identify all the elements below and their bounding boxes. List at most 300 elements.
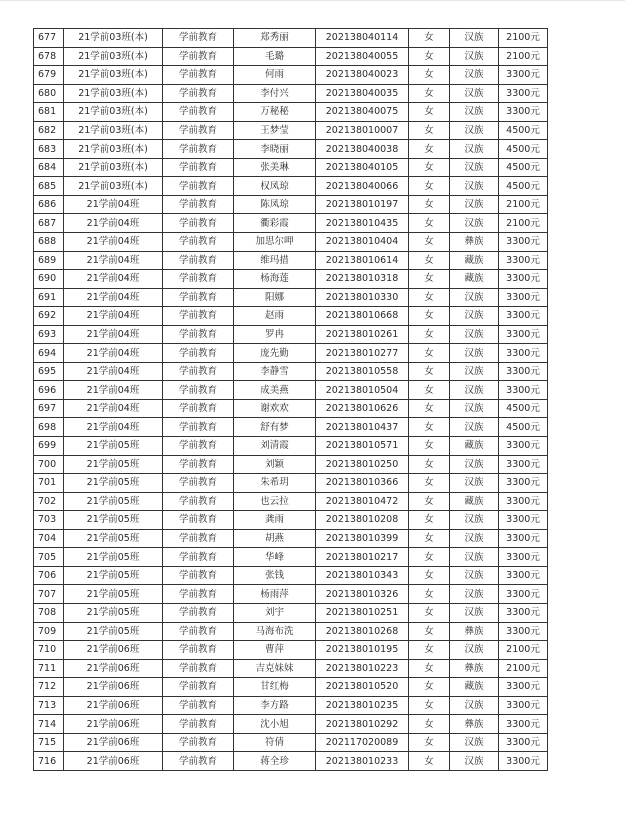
gender-cell: 女 [409, 399, 450, 418]
name-cell: 舒有梦 [234, 418, 316, 437]
row-number: 694 [34, 344, 64, 363]
amount-cell: 3300元 [499, 437, 548, 456]
student-id-cell: 202138010437 [316, 418, 409, 437]
table-row [34, 752, 548, 771]
student-id-cell: 202138010318 [316, 270, 409, 289]
amount-cell: 3300元 [499, 585, 548, 604]
name-cell: 李晓丽 [234, 140, 316, 159]
major-cell: 学前教育 [163, 325, 234, 344]
amount-cell: 3300元 [499, 733, 548, 752]
student-id-cell: 202138010626 [316, 399, 409, 418]
amount-cell: 4500元 [499, 418, 548, 437]
table-row [34, 270, 548, 289]
gender-cell: 女 [409, 288, 450, 307]
gender-cell: 女 [409, 733, 450, 752]
name-cell: 成美燕 [234, 381, 316, 400]
table-row [34, 548, 548, 567]
gender-cell: 女 [409, 437, 450, 456]
table-row [34, 47, 548, 66]
ethnicity-cell: 汉族 [450, 474, 499, 493]
class-cell: 21学前06班 [64, 696, 163, 715]
gender-cell: 女 [409, 455, 450, 474]
class-cell: 21学前06班 [64, 678, 163, 697]
student-id-cell: 202138040105 [316, 158, 409, 177]
table-row [34, 288, 548, 307]
name-cell: 何雨 [234, 66, 316, 85]
student-id-cell: 202138010277 [316, 344, 409, 363]
gender-cell: 女 [409, 177, 450, 196]
row-number: 715 [34, 733, 64, 752]
student-id-cell: 202138010558 [316, 362, 409, 381]
row-number: 685 [34, 177, 64, 196]
class-cell: 21学前04班 [64, 381, 163, 400]
amount-cell: 3300元 [499, 492, 548, 511]
major-cell: 学前教育 [163, 696, 234, 715]
amount-cell: 2100元 [499, 195, 548, 214]
major-cell: 学前教育 [163, 678, 234, 697]
amount-cell: 3300元 [499, 715, 548, 734]
student-id-cell: 202138040114 [316, 29, 409, 48]
class-cell: 21学前06班 [64, 733, 163, 752]
class-cell: 21学前06班 [64, 659, 163, 678]
gender-cell: 女 [409, 233, 450, 252]
amount-cell: 3300元 [499, 455, 548, 474]
gender-cell: 女 [409, 715, 450, 734]
gender-cell: 女 [409, 140, 450, 159]
ethnicity-cell: 汉族 [450, 84, 499, 103]
gender-cell: 女 [409, 66, 450, 85]
gender-cell: 女 [409, 158, 450, 177]
class-cell: 21学前05班 [64, 585, 163, 604]
student-id-cell: 202138010668 [316, 307, 409, 326]
class-cell: 21学前06班 [64, 641, 163, 660]
student-id-cell: 202138010235 [316, 696, 409, 715]
amount-cell: 2100元 [499, 214, 548, 233]
gender-cell: 女 [409, 325, 450, 344]
row-number: 692 [34, 307, 64, 326]
row-number: 693 [34, 325, 64, 344]
table-row [34, 418, 548, 437]
class-cell: 21学前05班 [64, 548, 163, 567]
major-cell: 学前教育 [163, 66, 234, 85]
name-cell: 胡燕 [234, 529, 316, 548]
row-number: 681 [34, 103, 64, 122]
ethnicity-cell: 汉族 [450, 696, 499, 715]
amount-cell: 3300元 [499, 622, 548, 641]
gender-cell: 女 [409, 548, 450, 567]
row-number: 691 [34, 288, 64, 307]
table-row [34, 84, 548, 103]
major-cell: 学前教育 [163, 455, 234, 474]
gender-cell: 女 [409, 344, 450, 363]
table-row [34, 474, 548, 493]
ethnicity-cell: 汉族 [450, 140, 499, 159]
table-row [34, 381, 548, 400]
student-id-cell: 202138040023 [316, 66, 409, 85]
student-id-cell: 202138010404 [316, 233, 409, 252]
major-cell: 学前教育 [163, 233, 234, 252]
class-cell: 21学前03班(本) [64, 103, 163, 122]
row-number: 711 [34, 659, 64, 678]
class-cell: 21学前04班 [64, 195, 163, 214]
major-cell: 学前教育 [163, 177, 234, 196]
major-cell: 学前教育 [163, 752, 234, 771]
row-number: 684 [34, 158, 64, 177]
class-cell: 21学前06班 [64, 752, 163, 771]
major-cell: 学前教育 [163, 548, 234, 567]
row-number: 706 [34, 566, 64, 585]
class-cell: 21学前03班(本) [64, 29, 163, 48]
class-cell: 21学前04班 [64, 399, 163, 418]
ethnicity-cell: 彝族 [450, 233, 499, 252]
ethnicity-cell: 彝族 [450, 715, 499, 734]
major-cell: 学前教育 [163, 399, 234, 418]
ethnicity-cell: 汉族 [450, 566, 499, 585]
student-id-cell: 202138010435 [316, 214, 409, 233]
row-number: 686 [34, 195, 64, 214]
major-cell: 学前教育 [163, 641, 234, 660]
amount-cell: 3300元 [499, 344, 548, 363]
student-id-cell: 202138040075 [316, 103, 409, 122]
ethnicity-cell: 藏族 [450, 437, 499, 456]
ethnicity-cell: 汉族 [450, 214, 499, 233]
amount-cell: 3300元 [499, 566, 548, 585]
name-cell: 符倩 [234, 733, 316, 752]
major-cell: 学前教育 [163, 158, 234, 177]
table-row [34, 492, 548, 511]
name-cell: 杨海莲 [234, 270, 316, 289]
row-number: 689 [34, 251, 64, 270]
student-id-cell: 202138010520 [316, 678, 409, 697]
ethnicity-cell: 汉族 [450, 344, 499, 363]
amount-cell: 4500元 [499, 121, 548, 140]
amount-cell: 3300元 [499, 270, 548, 289]
student-id-cell: 202138010472 [316, 492, 409, 511]
major-cell: 学前教育 [163, 47, 234, 66]
row-number: 709 [34, 622, 64, 641]
gender-cell: 女 [409, 511, 450, 530]
class-cell: 21学前03班(本) [64, 158, 163, 177]
name-cell: 刘宇 [234, 603, 316, 622]
class-cell: 21学前05班 [64, 474, 163, 493]
row-number: 707 [34, 585, 64, 604]
gender-cell: 女 [409, 696, 450, 715]
ethnicity-cell: 汉族 [450, 641, 499, 660]
student-id-cell: 202138010007 [316, 121, 409, 140]
name-cell: 陈凤琼 [234, 195, 316, 214]
student-roster-table [33, 28, 548, 771]
gender-cell: 女 [409, 251, 450, 270]
class-cell: 21学前04班 [64, 362, 163, 381]
amount-cell: 4500元 [499, 158, 548, 177]
major-cell: 学前教育 [163, 288, 234, 307]
table-row [34, 103, 548, 122]
gender-cell: 女 [409, 195, 450, 214]
amount-cell: 3300元 [499, 752, 548, 771]
gender-cell: 女 [409, 307, 450, 326]
name-cell: 万秘秘 [234, 103, 316, 122]
major-cell: 学前教育 [163, 140, 234, 159]
class-cell: 21学前04班 [64, 288, 163, 307]
class-cell: 21学前05班 [64, 622, 163, 641]
row-number: 682 [34, 121, 64, 140]
name-cell: 阳娜 [234, 288, 316, 307]
gender-cell: 女 [409, 381, 450, 400]
major-cell: 学前教育 [163, 622, 234, 641]
table-row [34, 177, 548, 196]
student-id-cell: 202138010217 [316, 548, 409, 567]
name-cell: 庞先勤 [234, 344, 316, 363]
row-number: 697 [34, 399, 64, 418]
amount-cell: 3300元 [499, 288, 548, 307]
table-row [34, 29, 548, 48]
amount-cell: 4500元 [499, 140, 548, 159]
major-cell: 学前教育 [163, 585, 234, 604]
major-cell: 学前教育 [163, 715, 234, 734]
major-cell: 学前教育 [163, 529, 234, 548]
row-number: 678 [34, 47, 64, 66]
student-id-cell: 202138010571 [316, 437, 409, 456]
ethnicity-cell: 汉族 [450, 325, 499, 344]
ethnicity-cell: 汉族 [450, 548, 499, 567]
class-cell: 21学前05班 [64, 437, 163, 456]
gender-cell: 女 [409, 659, 450, 678]
gender-cell: 女 [409, 474, 450, 493]
ethnicity-cell: 汉族 [450, 121, 499, 140]
class-cell: 21学前04班 [64, 307, 163, 326]
student-id-cell: 202138010233 [316, 752, 409, 771]
row-number: 710 [34, 641, 64, 660]
class-cell: 21学前03班(本) [64, 66, 163, 85]
name-cell: 马海布洗 [234, 622, 316, 641]
row-number: 687 [34, 214, 64, 233]
gender-cell: 女 [409, 603, 450, 622]
name-cell: 罗冉 [234, 325, 316, 344]
amount-cell: 2100元 [499, 641, 548, 660]
ethnicity-cell: 汉族 [450, 307, 499, 326]
name-cell: 维玛措 [234, 251, 316, 270]
row-number: 700 [34, 455, 64, 474]
major-cell: 学前教育 [163, 195, 234, 214]
gender-cell: 女 [409, 641, 450, 660]
ethnicity-cell: 汉族 [450, 29, 499, 48]
ethnicity-cell: 汉族 [450, 529, 499, 548]
student-id-cell: 202138010197 [316, 195, 409, 214]
major-cell: 学前教育 [163, 84, 234, 103]
class-cell: 21学前03班(本) [64, 140, 163, 159]
amount-cell: 3300元 [499, 696, 548, 715]
table-row [34, 251, 548, 270]
table-row [34, 603, 548, 622]
class-cell: 21学前04班 [64, 214, 163, 233]
amount-cell: 3300元 [499, 511, 548, 530]
ethnicity-cell: 汉族 [450, 47, 499, 66]
row-number: 702 [34, 492, 64, 511]
major-cell: 学前教育 [163, 418, 234, 437]
name-cell: 杨雨萍 [234, 585, 316, 604]
gender-cell: 女 [409, 29, 450, 48]
major-cell: 学前教育 [163, 251, 234, 270]
name-cell: 李付兴 [234, 84, 316, 103]
student-id-cell: 202138040038 [316, 140, 409, 159]
name-cell: 吉克妹妹 [234, 659, 316, 678]
class-cell: 21学前03班(本) [64, 121, 163, 140]
student-id-cell: 202138010261 [316, 325, 409, 344]
major-cell: 学前教育 [163, 603, 234, 622]
ethnicity-cell: 汉族 [450, 399, 499, 418]
table-row [34, 195, 548, 214]
name-cell: 张钱 [234, 566, 316, 585]
student-id-cell: 202138010223 [316, 659, 409, 678]
student-id-cell: 202138010292 [316, 715, 409, 734]
row-number: 683 [34, 140, 64, 159]
gender-cell: 女 [409, 529, 450, 548]
row-number: 677 [34, 29, 64, 48]
major-cell: 学前教育 [163, 270, 234, 289]
gender-cell: 女 [409, 84, 450, 103]
table-row [34, 733, 548, 752]
major-cell: 学前教育 [163, 381, 234, 400]
amount-cell: 3300元 [499, 548, 548, 567]
name-cell: 刘颖 [234, 455, 316, 474]
student-id-cell: 202138010251 [316, 603, 409, 622]
amount-cell: 3300元 [499, 103, 548, 122]
table-row [34, 585, 548, 604]
student-id-cell: 202138010208 [316, 511, 409, 530]
ethnicity-cell: 汉族 [450, 288, 499, 307]
name-cell: 华峰 [234, 548, 316, 567]
table-row [34, 641, 548, 660]
amount-cell: 2100元 [499, 47, 548, 66]
table-row [34, 158, 548, 177]
class-cell: 21学前06班 [64, 715, 163, 734]
table-row [34, 214, 548, 233]
major-cell: 学前教育 [163, 307, 234, 326]
row-number: 698 [34, 418, 64, 437]
amount-cell: 3300元 [499, 251, 548, 270]
class-cell: 21学前05班 [64, 603, 163, 622]
gender-cell: 女 [409, 214, 450, 233]
major-cell: 学前教育 [163, 492, 234, 511]
name-cell: 赵雨 [234, 307, 316, 326]
gender-cell: 女 [409, 418, 450, 437]
row-number: 701 [34, 474, 64, 493]
student-id-cell: 202138010614 [316, 251, 409, 270]
ethnicity-cell: 藏族 [450, 251, 499, 270]
table-row [34, 455, 548, 474]
major-cell: 学前教育 [163, 344, 234, 363]
ethnicity-cell: 汉族 [450, 418, 499, 437]
name-cell: 加思尔呷 [234, 233, 316, 252]
name-cell: 曹萍 [234, 641, 316, 660]
name-cell: 毛璐 [234, 47, 316, 66]
class-cell: 21学前04班 [64, 270, 163, 289]
student-id-cell: 202138010399 [316, 529, 409, 548]
amount-cell: 3300元 [499, 233, 548, 252]
gender-cell: 女 [409, 566, 450, 585]
page-top-edge [0, 0, 625, 1]
ethnicity-cell: 汉族 [450, 511, 499, 530]
ethnicity-cell: 汉族 [450, 733, 499, 752]
gender-cell: 女 [409, 270, 450, 289]
ethnicity-cell: 汉族 [450, 66, 499, 85]
class-cell: 21学前03班(本) [64, 47, 163, 66]
table-row [34, 696, 548, 715]
row-number: 708 [34, 603, 64, 622]
gender-cell: 女 [409, 752, 450, 771]
table-row [34, 344, 548, 363]
ethnicity-cell: 汉族 [450, 381, 499, 400]
name-cell: 李方路 [234, 696, 316, 715]
class-cell: 21学前05班 [64, 511, 163, 530]
row-number: 705 [34, 548, 64, 567]
table-row [34, 566, 548, 585]
gender-cell: 女 [409, 103, 450, 122]
ethnicity-cell: 藏族 [450, 270, 499, 289]
student-id-cell: 202138010366 [316, 474, 409, 493]
student-id-cell: 202138010343 [316, 566, 409, 585]
table-row [34, 399, 548, 418]
gender-cell: 女 [409, 121, 450, 140]
amount-cell: 3300元 [499, 529, 548, 548]
name-cell: 谢欢欢 [234, 399, 316, 418]
ethnicity-cell: 彝族 [450, 622, 499, 641]
ethnicity-cell: 汉族 [450, 195, 499, 214]
major-cell: 学前教育 [163, 437, 234, 456]
name-cell: 也云拉 [234, 492, 316, 511]
table-row [34, 529, 548, 548]
table-row [34, 233, 548, 252]
table-row [34, 66, 548, 85]
major-cell: 学前教育 [163, 566, 234, 585]
major-cell: 学前教育 [163, 362, 234, 381]
name-cell: 权凤琼 [234, 177, 316, 196]
name-cell: 朱希玥 [234, 474, 316, 493]
row-number: 680 [34, 84, 64, 103]
row-number: 712 [34, 678, 64, 697]
ethnicity-cell: 汉族 [450, 752, 499, 771]
amount-cell: 2100元 [499, 659, 548, 678]
class-cell: 21学前05班 [64, 566, 163, 585]
class-cell: 21学前05班 [64, 529, 163, 548]
amount-cell: 4500元 [499, 177, 548, 196]
amount-cell: 3300元 [499, 474, 548, 493]
table-row [34, 140, 548, 159]
major-cell: 学前教育 [163, 733, 234, 752]
gender-cell: 女 [409, 622, 450, 641]
row-number: 696 [34, 381, 64, 400]
class-cell: 21学前04班 [64, 325, 163, 344]
name-cell: 龚雨 [234, 511, 316, 530]
ethnicity-cell: 汉族 [450, 103, 499, 122]
name-cell: 王梦莹 [234, 121, 316, 140]
roster-body [34, 29, 548, 771]
amount-cell: 3300元 [499, 603, 548, 622]
class-cell: 21学前04班 [64, 233, 163, 252]
table-row [34, 511, 548, 530]
row-number: 695 [34, 362, 64, 381]
name-cell: 刘清霞 [234, 437, 316, 456]
major-cell: 学前教育 [163, 511, 234, 530]
amount-cell: 3300元 [499, 84, 548, 103]
amount-cell: 3300元 [499, 678, 548, 697]
class-cell: 21学前03班(本) [64, 177, 163, 196]
table-row [34, 678, 548, 697]
name-cell: 衢彩霞 [234, 214, 316, 233]
table-row [34, 325, 548, 344]
ethnicity-cell: 汉族 [450, 158, 499, 177]
amount-cell: 3300元 [499, 307, 548, 326]
